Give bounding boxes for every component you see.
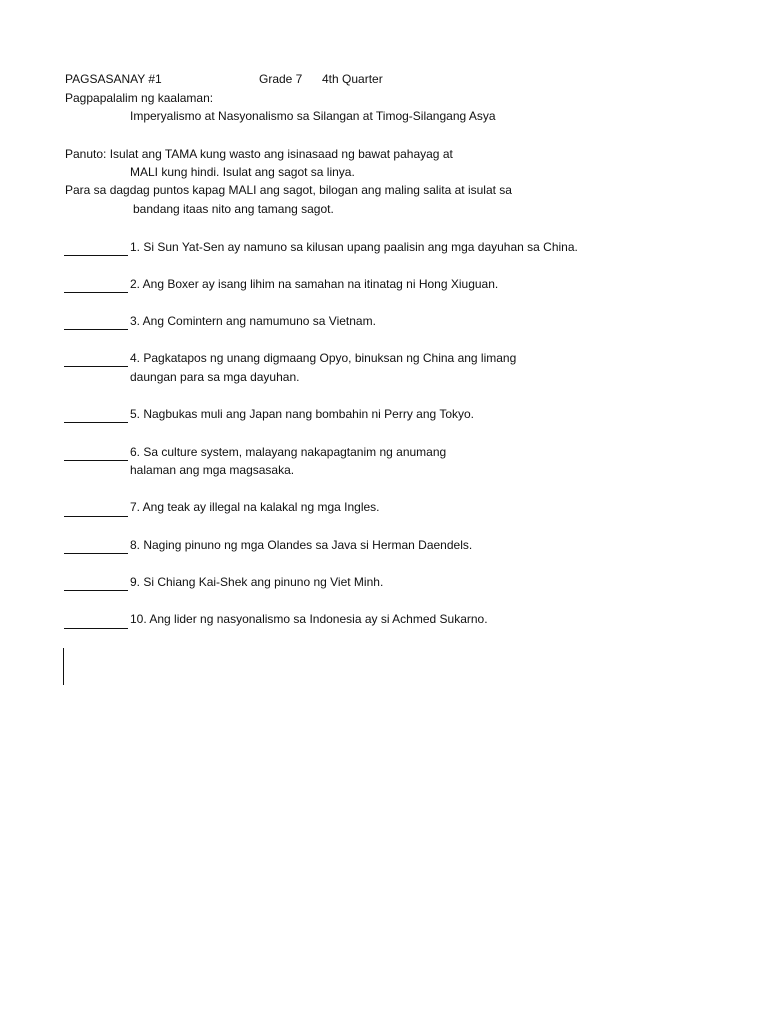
answer-blank-5[interactable]: [64, 422, 128, 423]
question-6-continued: halaman ang mga magsasaka.: [130, 463, 295, 477]
answer-blank-1[interactable]: [64, 255, 128, 256]
answer-blank-3[interactable]: [64, 329, 128, 330]
question-6: 6. Sa culture system, malayang nakapagtanim ng anumang: [130, 445, 447, 459]
answer-blank-9[interactable]: [64, 590, 128, 591]
directions-line-4: bandang itaas nito ang tamang sagot.: [133, 202, 334, 216]
quarter-label: 4th Quarter: [322, 72, 383, 86]
answer-blank-8[interactable]: [64, 553, 128, 554]
answer-blank-7[interactable]: [64, 516, 128, 517]
directions-line-1: Panuto: Isulat ang TAMA kung wasto ang isinasaad ng bawat pahayag at: [65, 147, 453, 161]
directions-line-2: MALI kung hindi. Isulat ang sagot sa linya.: [130, 165, 355, 179]
answer-blank-4[interactable]: [64, 366, 128, 367]
question-9: 9. Si Chiang Kai-Shek ang pinuno ng Viet Minh.: [130, 575, 384, 589]
intro-label: Pagpapalalim ng kaalaman:: [65, 91, 214, 105]
question-3: 3. Ang Comintern ang namumuno sa Vietnam.: [130, 314, 376, 328]
question-5: 5. Nagbukas muli ang Japan nang bombahin ni Perry ang Tokyo.: [130, 407, 474, 421]
question-1: 1. Si Sun Yat-Sen ay namuno sa kilusan upang paalisin ang mga dayuhan sa China.: [130, 240, 578, 254]
topic-title: Imperyalismo at Nasyonalismo sa Silangan at Timog-Silangang Asya: [130, 109, 496, 123]
text-cursor: [63, 648, 64, 685]
grade-label: Grade 7: [259, 72, 303, 86]
question-10: 10. Ang lider ng nasyonalismo sa Indonesia ay si Achmed Sukarno.: [130, 612, 488, 626]
answer-blank-6[interactable]: [64, 460, 128, 461]
exercise-title: PAGSASANAY #1: [65, 72, 162, 86]
question-7: 7. Ang teak ay illegal na kalakal ng mga Ingles.: [130, 500, 380, 514]
question-4-continued: daungan para sa mga dayuhan.: [130, 370, 300, 384]
question-8: 8. Naging pinuno ng mga Olandes sa Java si Herman Daendels.: [130, 538, 473, 552]
answer-blank-10[interactable]: [64, 628, 128, 629]
directions-line-3: Para sa dagdag puntos kapag MALI ang sagot, bilogan ang maling salita at isulat sa: [65, 183, 512, 197]
question-2: 2. Ang Boxer ay isang lihim na samahan na itinatag ni Hong Xiuguan.: [130, 277, 499, 291]
answer-blank-2[interactable]: [64, 292, 128, 293]
question-4: 4. Pagkatapos ng unang digmaang Opyo, binuksan ng China ang limang: [130, 351, 517, 365]
